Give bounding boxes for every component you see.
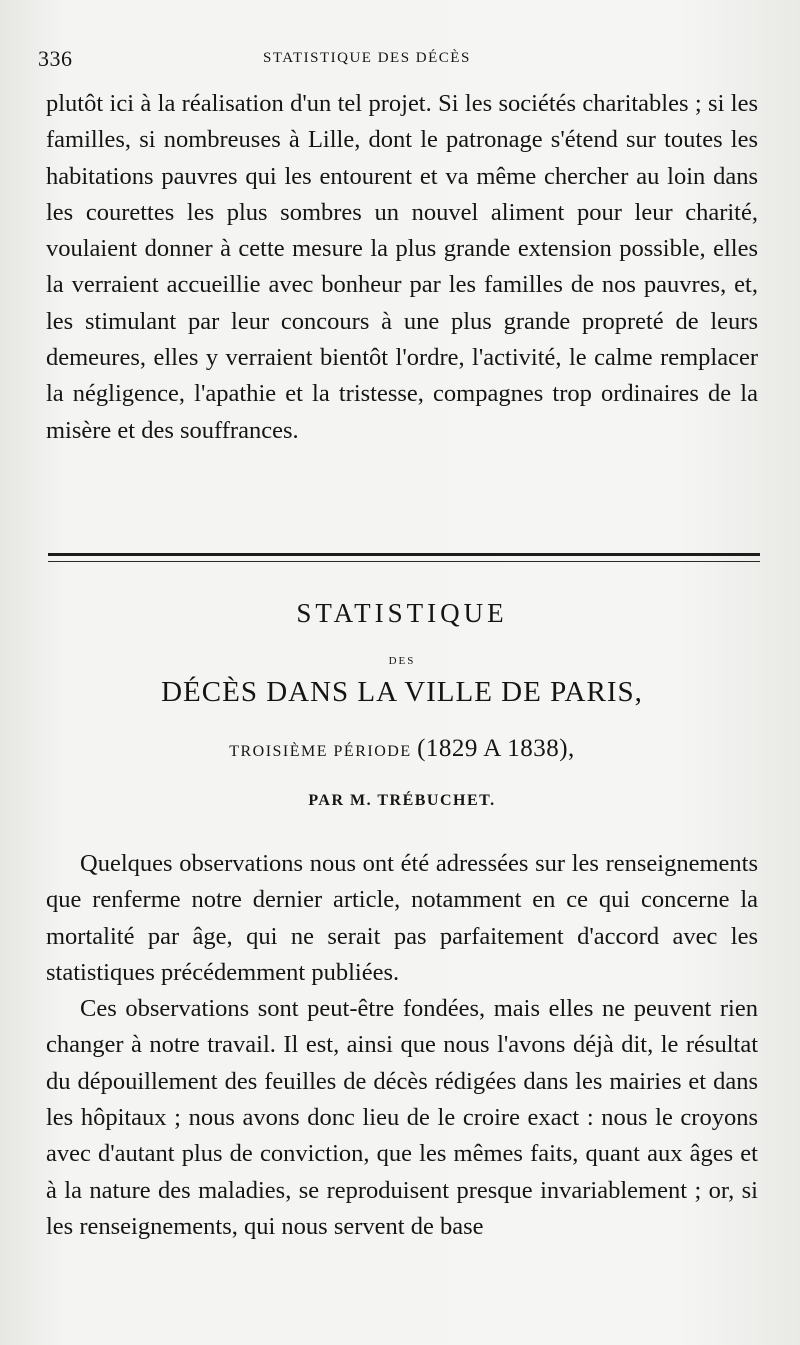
article-subtitle: DÉCÈS DANS LA VILLE DE PARIS, xyxy=(161,676,643,708)
period-years: (1829 A 1838), xyxy=(417,735,575,762)
article-period xyxy=(46,735,758,763)
article-title-connector: DES xyxy=(388,655,416,667)
section-divider-thin xyxy=(48,561,760,562)
continued-text-block xyxy=(46,86,758,449)
paragraph-response: Ces observations sont peut-être fondées, mais elles ne peuvent rien changer à notre travail. Il est, ainsi que nous l'avons déjà dit, le résultat du dépouillement des feuilles de décès rédigées dans les mairies et dans les hôpitaux ; nous avons donc lieu de le croire exact : nous le croyons avec d'autant plus de conviction, que les mêmes faits, quant aux âges et à la nature des maladies, se reproduisent presque invariablement ; or, si les renseignements, qui nous servent de base xyxy=(46,995,758,1240)
paragraph-continued: plutôt ici à la réalisation d'un tel projet. Si les sociétés charitables ; si les familles, si nombreuses à Lille, dont le patronage s'étend sur toutes les habitations pauvres qui les entourent et va même chercher au loin dans les courettes les plus sombres un nouvel aliment pour leur charité, voulaient donner à cette mesure la plus grande extension possible, elles la verraient accueillie avec bonheur par les familles de nos pauvres, et, les stimulant par leur concours à une plus grande propreté de leurs demeures, elles y verraient bientôt l'ordre, l'activité, le calme remplacer la négligence, l'apathie et la tristesse, compagnes trop ordinaires de la misère et des souffrances. xyxy=(46,90,758,444)
article-author: PAR M. TRÉBUCHET. xyxy=(308,792,496,809)
page-number: 336 xyxy=(38,46,73,71)
running-header xyxy=(38,46,758,72)
article-body xyxy=(46,846,758,1245)
paragraph-observations: Quelques observations nous ont été adressées sur les renseignements que renferme notre dernier article, notamment en ce qui concerne la mortalité par âge, qui ne serait pas parfaitement d'accord avec les statistiques précédemment publiées. xyxy=(46,850,758,986)
period-label: TROISIÈME PÉRIODE xyxy=(229,743,412,760)
section-divider-thick xyxy=(48,553,760,556)
running-title: STATISTIQUE DES DÉCÈS xyxy=(263,50,471,66)
article-title: STATISTIQUE xyxy=(296,598,508,628)
